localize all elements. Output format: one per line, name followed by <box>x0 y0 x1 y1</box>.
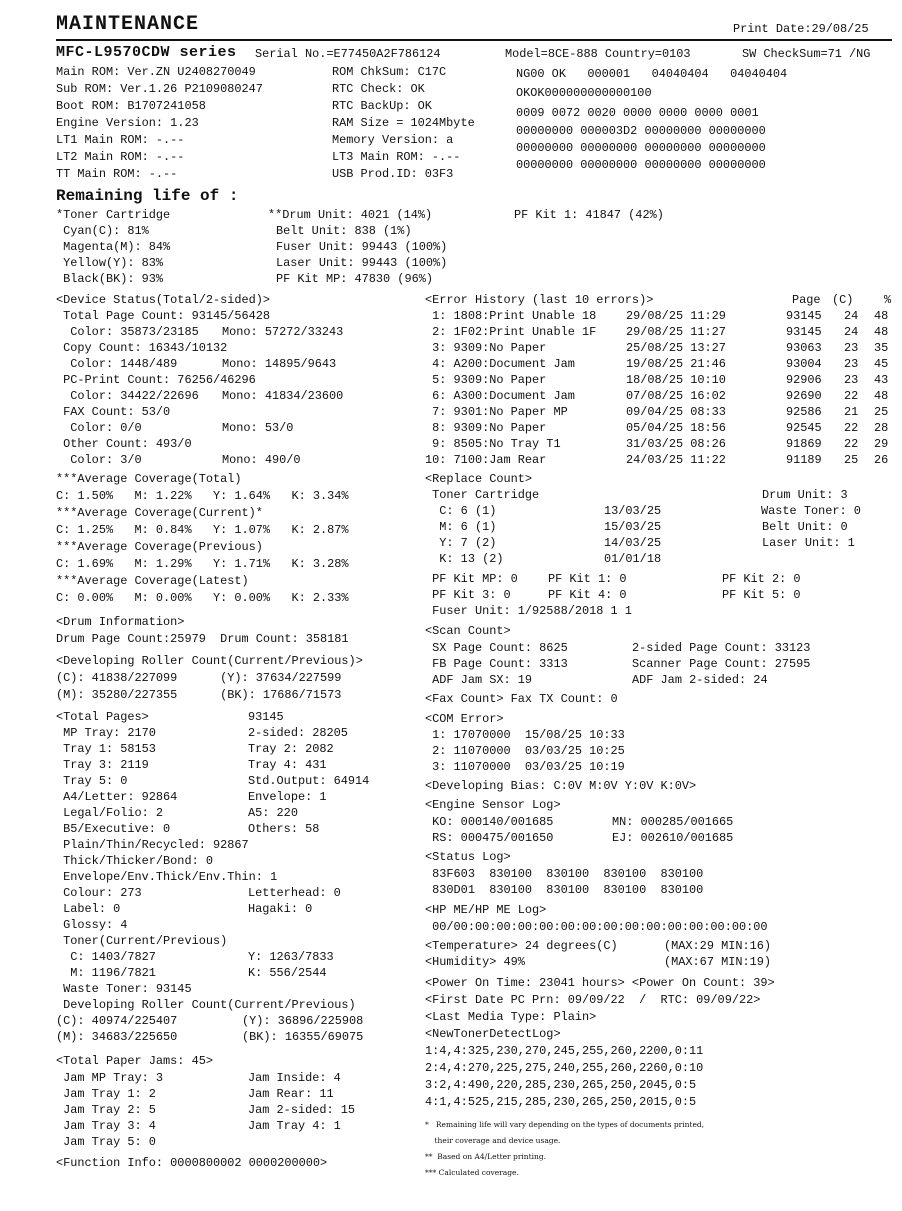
jam-line: Jam Tray 3: 4 <box>56 1119 156 1133</box>
error-page: 93004 <box>786 357 822 371</box>
rom-line: LT1 Main ROM: -.-- <box>56 133 185 147</box>
roller-line: (M): 35280/227355 (BK): 17686/71573 <box>56 688 342 702</box>
drum-info-line: Drum Page Count:25979 Drum Count: 358181 <box>56 632 349 646</box>
replace-unit-line: Laser Unit: 1 <box>762 536 855 550</box>
error-c: 25 <box>844 453 859 467</box>
pages-line: Y: 1263/7833 <box>248 950 334 964</box>
error-page: 93063 <box>786 341 822 355</box>
toner-detect-line: 2:4,4:270,225,275,240,255,260,2260,0:10 <box>425 1061 704 1075</box>
function-info: <Function Info: 0000800002 0000200000> <box>56 1156 328 1170</box>
coverage-line: ***Average Coverage(Latest) <box>56 574 249 588</box>
serial-number: Serial No.=E77450A2F786124 <box>255 47 441 61</box>
remaining-line: Belt Unit: 838 (1%) <box>276 224 412 238</box>
footnote-line: ** Based on A4/Letter printing. <box>425 1152 547 1161</box>
error-c: 22 <box>844 389 859 403</box>
error-date: 07/08/25 16:02 <box>626 389 726 403</box>
jam-line: Jam MP Tray: 3 <box>56 1071 164 1085</box>
rom-line: TT Main ROM: -.-- <box>56 167 178 181</box>
pages-line: 2-sided: 28205 <box>248 726 348 740</box>
pages-line: MP Tray: 2170 <box>56 726 156 740</box>
jam-line: Jam 2-sided: 15 <box>248 1103 356 1117</box>
status-line: Total Page Count: 93145/56428 <box>56 309 271 323</box>
error-date: 18/08/25 10:10 <box>626 373 726 387</box>
pages-line: A5: 220 <box>248 806 298 820</box>
error-page: 91189 <box>786 453 822 467</box>
remaining-line: Laser Unit: 99443 (100%) <box>276 256 448 270</box>
pages-line: (M): 34683/225650 <box>56 1030 178 1044</box>
pages-line: B5/Executive: 0 <box>56 822 171 836</box>
rom-line: Boot ROM: B1707241058 <box>56 99 206 113</box>
footnote-line: their coverage and device usage. <box>425 1136 561 1145</box>
error-row: 9: 8505:No Tray T1 <box>425 437 561 451</box>
replace-unit-line: Waste Toner: 0 <box>761 504 861 518</box>
replace-toner-date: 01/01/18 <box>604 552 662 566</box>
remaining-life-title: Remaining life of : <box>56 187 239 205</box>
replace-toner-date: 15/03/25 <box>604 520 662 534</box>
pages-line: Tray 3: 2119 <box>56 758 149 772</box>
scan-line: SX Page Count: 8625 <box>425 641 568 655</box>
scan-line: 2-sided Page Count: 33123 <box>632 641 811 655</box>
roller-line: (C): 41838/227099 (Y): 37634/227599 <box>56 671 342 685</box>
error-col-page: Page <box>792 293 821 307</box>
replace-pf-line: PF Kit 2: 0 <box>722 572 801 586</box>
pages-line: Tray 4: 431 <box>248 758 327 772</box>
replace-count-title: <Replace Count> <box>425 472 533 486</box>
jam-line: <Total Paper Jams: 45> <box>56 1054 213 1068</box>
model-series: MFC-L9570CDW series <box>56 44 237 61</box>
error-row: 2: 1F02:Print Unable 1F <box>425 325 597 339</box>
hex-line: 0009 0072 0020 0000 0000 0000 0001 <box>516 106 759 120</box>
pages-line: Label: 0 <box>56 902 121 916</box>
pf-kit-1-remaining: PF Kit 1: 41847 (42%) <box>514 208 664 222</box>
pages-line: (Y): 36896/225908 <box>242 1014 364 1028</box>
jam-line: Jam Tray 5: 0 <box>56 1135 156 1149</box>
pages-line: Others: 58 <box>248 822 320 836</box>
jam-line: Jam Rear: 11 <box>248 1087 334 1101</box>
error-pct: 48 <box>874 309 889 323</box>
coverage-line: ***Average Coverage(Current)* <box>56 506 263 520</box>
replace-unit-line: Drum Unit: 3 <box>762 488 848 502</box>
error-date: 19/08/25 21:46 <box>626 357 726 371</box>
toner-detect-line: 1:4,4:325,230,270,245,255,260,2200,0:11 <box>425 1044 704 1058</box>
coverage-line: C: 1.50% M: 1.22% Y: 1.64% K: 3.34% <box>56 489 349 503</box>
pages-line: Tray 1: 58153 <box>56 742 156 756</box>
roller-line: <Developing Roller Count(Current/Previous)> <box>56 654 363 668</box>
pages-line: Toner(Current/Previous) <box>56 934 228 948</box>
first-date-info: <First Date PC Prn: 09/09/22 / RTC: 09/09/22> <box>425 993 761 1007</box>
humidity: <Humidity> 49% <box>425 955 525 969</box>
error-row: 4: A200:Document Jam <box>425 357 575 371</box>
error-page: 92690 <box>786 389 822 403</box>
rom-line: RAM Size = 1024Mbyte <box>332 116 475 130</box>
pages-line: (C): 40974/225407 <box>56 1014 178 1028</box>
status-line: Color: 1448/489 <box>56 357 178 371</box>
error-page: 92906 <box>786 373 822 387</box>
temperature: <Temperature> 24 degrees(C) <box>425 939 618 953</box>
status-log-line: <Status Log> <box>425 850 511 864</box>
hex-line: 00000000 00000000 00000000 00000000 <box>516 141 766 155</box>
last-media-type: <Last Media Type: Plain> <box>425 1010 597 1024</box>
scan-line: Scanner Page Count: 27595 <box>632 657 811 671</box>
error-pct: 43 <box>874 373 889 387</box>
pages-line: Std.Output: 64914 <box>248 774 370 788</box>
error-row: 1: 1808:Print Unable 18 <box>425 309 597 323</box>
fax-count: <Fax Count> Fax TX Count: 0 <box>425 692 618 706</box>
status-line: FAX Count: 53/0 <box>56 405 171 419</box>
com-error-line: 1: 17070000 15/08/25 10:33 <box>425 728 625 742</box>
status-log-line: 830D01 830100 830100 830100 830100 <box>425 883 704 897</box>
error-date: 29/08/25 11:27 <box>626 325 726 339</box>
pages-line: K: 556/2544 <box>248 966 327 980</box>
pages-line: Thick/Thicker/Bond: 0 <box>56 854 213 868</box>
error-c: 23 <box>844 373 859 387</box>
error-date: 24/03/25 11:22 <box>626 453 726 467</box>
replace-toner-date: 13/03/25 <box>604 504 662 518</box>
error-row: 10: 7100:Jam Rear <box>425 453 547 467</box>
pages-line: C: 1403/7827 <box>56 950 156 964</box>
error-c: 21 <box>844 405 859 419</box>
remaining-line: Black(BK): 93% <box>56 272 164 286</box>
rom-line: RTC Check: OK <box>332 82 425 96</box>
error-col-c: (C) <box>832 293 854 307</box>
com-error-line: 3: 11070000 03/03/25 10:19 <box>425 760 625 774</box>
replace-pf-line: PF Kit 3: 0 <box>425 588 511 602</box>
error-page: 93145 <box>786 325 822 339</box>
replace-pf-line: PF Kit 1: 0 <box>548 572 627 586</box>
hp-log-line: 00/00:00:00:00:00:00:00:00:00:00:00:00:00:00:00 <box>425 920 768 934</box>
error-pct: 29 <box>874 437 889 451</box>
pages-line: Letterhead: 0 <box>248 886 341 900</box>
error-col-pct: % <box>884 293 892 307</box>
error-pct: 35 <box>874 341 889 355</box>
pages-line: Glossy: 4 <box>56 918 128 932</box>
error-c: 22 <box>844 437 859 451</box>
scan-line: ADF Jam 2-sided: 24 <box>632 673 768 687</box>
jam-line: Jam Tray 2: 5 <box>56 1103 156 1117</box>
com-error-line: <COM Error> <box>425 712 504 726</box>
coverage-line: ***Average Coverage(Total) <box>56 472 242 486</box>
rom-line: Sub ROM: Ver.1.26 P2109080247 <box>56 82 263 96</box>
jam-line: Jam Inside: 4 <box>248 1071 341 1085</box>
error-date: 05/04/25 18:56 <box>626 421 726 435</box>
pages-line: Tray 2: 2082 <box>248 742 334 756</box>
status-line: Color: 0/0 <box>56 421 142 435</box>
hex-line: NG00 OK 000001 04040404 04040404 <box>516 67 788 81</box>
rom-line: Engine Version: 1.23 <box>56 116 199 130</box>
error-row: 5: 9309:No Paper <box>425 373 547 387</box>
remaining-line: Fuser Unit: 99443 (100%) <box>276 240 448 254</box>
error-pct: 28 <box>874 421 889 435</box>
pages-line: Hagaki: 0 <box>248 902 313 916</box>
hp-log-title: <HP ME/HP ME Log> <box>425 903 547 917</box>
coverage-line: C: 1.25% M: 0.84% Y: 1.07% K: 2.87% <box>56 523 349 537</box>
pages-line: Plain/Thin/Recycled: 92867 <box>56 838 249 852</box>
coverage-line: ***Average Coverage(Previous) <box>56 540 263 554</box>
scan-line: <Scan Count> <box>425 624 511 638</box>
pages-line: Envelope: 1 <box>248 790 327 804</box>
replace-toner-line: M: 6 (1) <box>425 520 497 534</box>
sensor-line: RS: 000475/001650 <box>425 831 554 845</box>
pages-line: Tray 5: 0 <box>56 774 128 788</box>
status-line: Mono: 53/0 <box>222 421 294 435</box>
drum-info-title: <Drum Information> <box>56 615 185 629</box>
coverage-line: C: 0.00% M: 0.00% Y: 0.00% K: 2.33% <box>56 591 349 605</box>
replace-unit-line: Belt Unit: 0 <box>762 520 848 534</box>
print-date: Print Date:29/08/25 <box>733 22 869 36</box>
title-divider <box>56 39 892 41</box>
pages-line: <Total Pages> <box>56 710 149 724</box>
error-page: 91869 <box>786 437 822 451</box>
error-c: 23 <box>844 341 859 355</box>
scan-line: FB Page Count: 3313 <box>425 657 568 671</box>
humidity-range: (MAX:67 MIN:19) <box>664 955 772 969</box>
pages-line: Developing Roller Count(Current/Previous) <box>56 998 356 1012</box>
replace-toner-line: Y: 7 (2) <box>425 536 497 550</box>
pages-line: Envelope/Env.Thick/Env.Thin: 1 <box>56 870 278 884</box>
remaining-line: Yellow(Y): 83% <box>56 256 164 270</box>
jam-line: Jam Tray 4: 1 <box>248 1119 341 1133</box>
status-line: Color: 3/0 <box>56 453 142 467</box>
replace-fuser-line: Fuser Unit: 1/92588/2018 1 1 <box>425 604 632 618</box>
toner-detect-line: 3:2,4:490,220,285,230,265,250,2045,0:5 <box>425 1078 697 1092</box>
error-date: 29/08/25 11:29 <box>626 309 726 323</box>
remaining-line: *Toner Cartridge <box>56 208 171 222</box>
footnote-line: * Remaining life will vary depending on the types of documents printed, <box>425 1120 705 1129</box>
rom-line: USB Prod.ID: 03F3 <box>332 167 454 181</box>
rom-line: ROM ChkSum: C17C <box>332 65 447 79</box>
error-pct: 26 <box>874 453 889 467</box>
pages-line: 93145 <box>248 710 284 724</box>
rom-line: LT2 Main ROM: -.-- <box>56 150 185 164</box>
sensor-line: EJ: 002610/001685 <box>612 831 734 845</box>
error-c: 22 <box>844 421 859 435</box>
sensor-line: KO: 000140/001685 <box>425 815 554 829</box>
error-pct: 45 <box>874 357 889 371</box>
rom-line: RTC BackUp: OK <box>332 99 432 113</box>
toner-detect-line: 4:1,4:525,215,285,230,265,250,2015,0:5 <box>425 1095 697 1109</box>
replace-pf-line: PF Kit 4: 0 <box>548 588 627 602</box>
status-line: Mono: 41834/23600 <box>222 389 344 403</box>
error-date: 09/04/25 08:33 <box>626 405 726 419</box>
status-line: <Device Status(Total/2-sided)> <box>56 293 271 307</box>
remaining-line: Magenta(M): 84% <box>56 240 171 254</box>
sensor-line: <Engine Sensor Log> <box>425 798 561 812</box>
pages-line: M: 1196/7821 <box>56 966 156 980</box>
scan-line: ADF Jam SX: 19 <box>425 673 533 687</box>
remaining-line: PF Kit MP: 47830 (96%) <box>276 272 433 286</box>
hex-line: OKOK000000000000100 <box>516 86 652 100</box>
pages-line: Colour: 273 <box>56 886 142 900</box>
replace-toner-date: 14/03/25 <box>604 536 662 550</box>
error-row: 7: 9301:No Paper MP <box>425 405 568 419</box>
status-line: Mono: 57272/33243 <box>222 325 344 339</box>
error-date: 25/08/25 13:27 <box>626 341 726 355</box>
report-title: MAINTENANCE <box>56 13 200 36</box>
sensor-line: MN: 000285/001665 <box>612 815 734 829</box>
error-page: 93145 <box>786 309 822 323</box>
replace-pf-line: PF Kit 5: 0 <box>722 588 801 602</box>
jam-line: Jam Tray 1: 2 <box>56 1087 156 1101</box>
hex-line: 00000000 000003D2 00000000 00000000 <box>516 124 766 138</box>
status-line: Copy Count: 16343/10132 <box>56 341 228 355</box>
coverage-line: C: 1.69% M: 1.29% Y: 1.71% K: 3.28% <box>56 557 349 571</box>
status-log-line: 83F603 830100 830100 830100 830100 <box>425 867 704 881</box>
model-country: Model=8CE-888 Country=0103 <box>505 47 691 61</box>
error-pct: 25 <box>874 405 889 419</box>
rom-line: LT3 Main ROM: -.-- <box>332 150 461 164</box>
error-c: 24 <box>844 309 859 323</box>
error-pct: 48 <box>874 325 889 339</box>
error-row: 6: A300:Document Jam <box>425 389 575 403</box>
remaining-line: Cyan(C): 81% <box>56 224 149 238</box>
developing-bias: <Developing Bias: C:0V M:0V Y:0V K:0V> <box>425 779 697 793</box>
error-row: 8: 9309:No Paper <box>425 421 547 435</box>
pages-line: Waste Toner: 93145 <box>56 982 192 996</box>
error-page: 92586 <box>786 405 822 419</box>
pages-line: A4/Letter: 92864 <box>56 790 178 804</box>
toner-detect-line: <NewTonerDetectLog> <box>425 1027 561 1041</box>
footnote-line: *** Calculated coverage. <box>425 1168 519 1177</box>
status-line: Other Count: 493/0 <box>56 437 192 451</box>
error-c: 23 <box>844 357 859 371</box>
error-pct: 48 <box>874 389 889 403</box>
status-line: Mono: 490/0 <box>222 453 301 467</box>
error-row: 3: 9309:No Paper <box>425 341 547 355</box>
rom-line: Memory Version: a <box>332 133 454 147</box>
error-date: 31/03/25 08:26 <box>626 437 726 451</box>
status-line: Color: 35873/23185 <box>56 325 199 339</box>
temperature-range: (MAX:29 MIN:16) <box>664 939 772 953</box>
sw-checksum: SW CheckSum=71 /NG <box>742 47 871 61</box>
remaining-line: **Drum Unit: 4021 (14%) <box>268 208 433 222</box>
error-c: 24 <box>844 325 859 339</box>
hex-line: 00000000 00000000 00000000 00000000 <box>516 158 766 172</box>
pages-line: (BK): 16355/69075 <box>242 1030 364 1044</box>
power-info: <Power On Time: 23041 hours> <Power On Count: 39> <box>425 976 775 990</box>
status-line: PC-Print Count: 76256/46296 <box>56 373 256 387</box>
com-error-line: 2: 11070000 03/03/25 10:25 <box>425 744 625 758</box>
status-line: Mono: 14895/9643 <box>222 357 337 371</box>
rom-line: Main ROM: Ver.ZN U2408270049 <box>56 65 256 79</box>
error-page: 92545 <box>786 421 822 435</box>
replace-toner-line: K: 13 (2) <box>425 552 504 566</box>
error-history-title: <Error History (last 10 errors)> <box>425 293 654 307</box>
pages-line: Legal/Folio: 2 <box>56 806 164 820</box>
status-line: Color: 34422/22696 <box>56 389 199 403</box>
replace-toner-line: C: 6 (1) <box>425 504 497 518</box>
replace-pf-line: PF Kit MP: 0 <box>425 572 518 586</box>
replace-toner-title: Toner Cartridge <box>425 488 540 502</box>
